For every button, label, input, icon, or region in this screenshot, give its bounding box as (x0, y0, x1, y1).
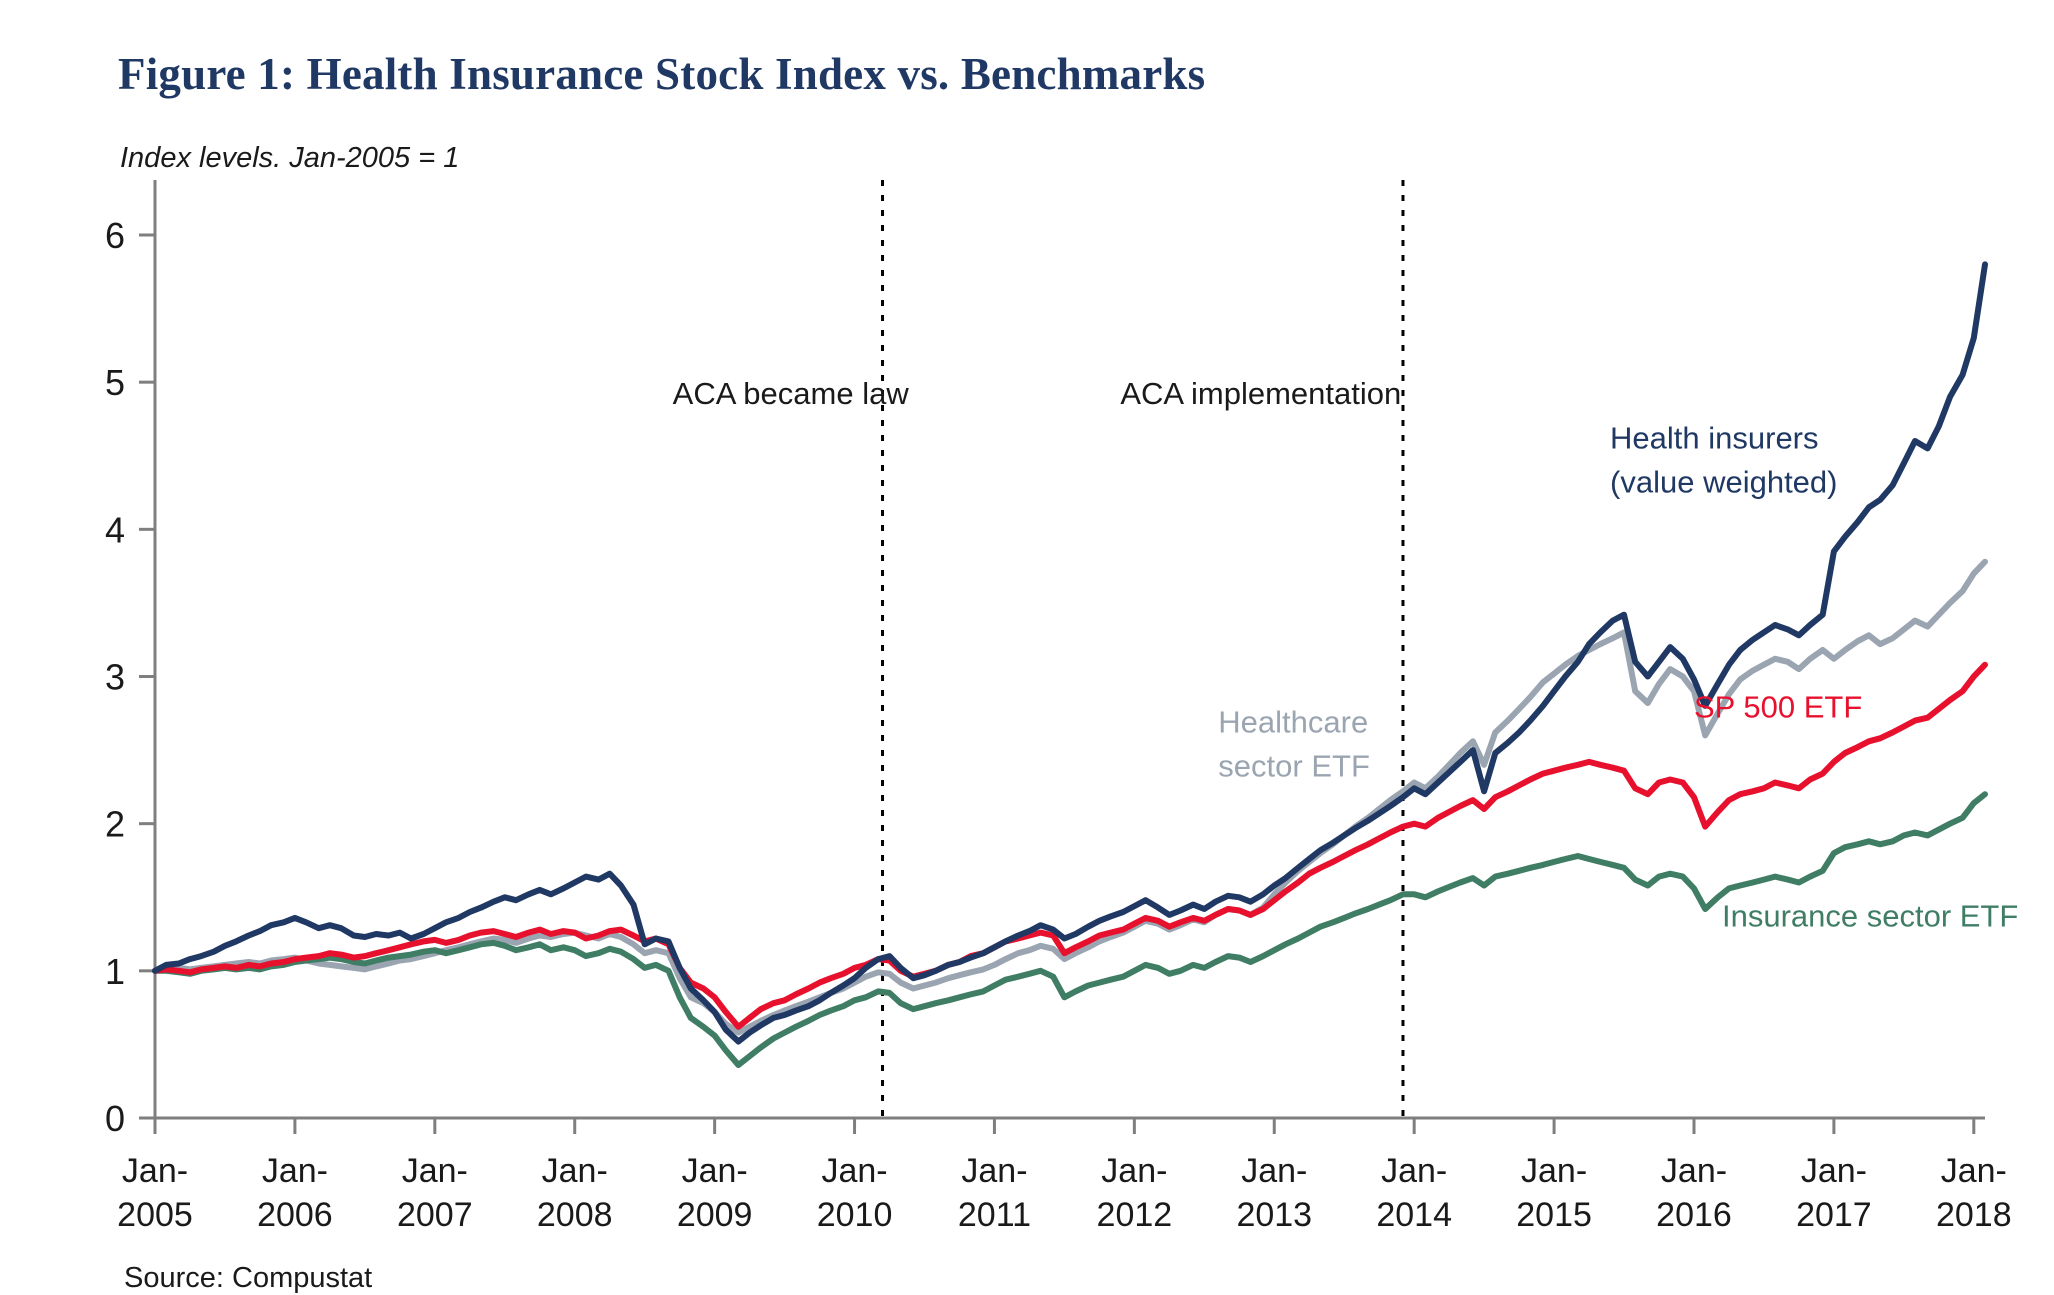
event-marker-label: ACA became law (672, 376, 909, 412)
event-marker-label: ACA implementation (1120, 376, 1402, 412)
x-axis-tick-label: Jan-2018 (1935, 1152, 2012, 1234)
x-axis-tick-label: Jan-2011 (957, 1152, 1032, 1234)
x-axis-tick-label: Jan-2008 (536, 1152, 613, 1234)
y-axis-tick-label: 2 (104, 803, 125, 845)
x-axis-tick-label: Jan-2014 (1376, 1152, 1452, 1234)
figure-subtitle: Index levels. Jan-2005 = 1 (120, 142, 460, 174)
y-axis-tick-label: 4 (104, 509, 125, 551)
series-line (155, 264, 1985, 1041)
x-axis-tick-label: Jan-2007 (396, 1152, 473, 1234)
x-axis-tick-label: Jan-2006 (257, 1152, 333, 1234)
x-axis-tick-label: Jan-2016 (1656, 1152, 1732, 1234)
x-axis-tick-label: Jan-2015 (1516, 1152, 1592, 1234)
series-line (155, 562, 1985, 1033)
x-axis-tick-label: Jan-2009 (676, 1152, 753, 1234)
y-axis-tick-label: 5 (104, 362, 125, 404)
y-axis-tick-label: 1 (104, 950, 125, 992)
series-label: SP 500 ETF (1693, 689, 1863, 725)
y-axis-tick-label: 6 (104, 215, 125, 256)
x-axis-tick-label: Jan-2005 (117, 1152, 193, 1234)
figure-source: Source: Compustat (124, 1262, 373, 1294)
x-axis-tick-label: Jan-2010 (816, 1152, 893, 1234)
figure-title: Figure 1: Health Insurance Stock Index vs. Benchmarks (118, 49, 1206, 99)
x-axis-tick-label: Jan-2013 (1236, 1152, 1313, 1234)
x-axis-tick-label: Jan-2017 (1796, 1152, 1872, 1234)
series-label: Healthcare sector ETF (1218, 704, 1370, 784)
y-axis-tick-label: 0 (104, 1098, 125, 1139)
series-label: Insurance sector ETF (1721, 898, 2019, 934)
series-label: Health insurers (value weighted) (1610, 420, 1838, 500)
x-axis-tick-label: Jan-2012 (1096, 1152, 1173, 1234)
y-axis-tick-label: 3 (104, 656, 125, 698)
